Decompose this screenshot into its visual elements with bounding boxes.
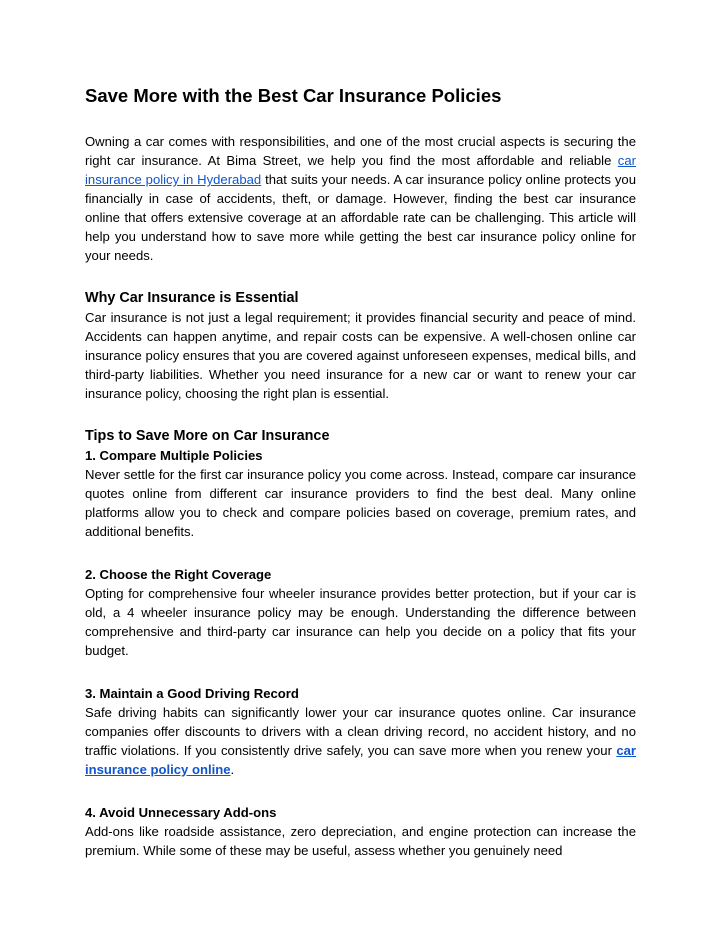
tip-body: Never settle for the first car insurance policy you come across. Instead, compare car insurance quotes online from different car insurance providers to find the best deal. Many online platforms allow you to check and compare policies based on coverage, premium rates, and additional benefits. xyxy=(85,467,636,539)
why-heading: Why Car Insurance is Essential xyxy=(85,290,299,306)
tip-body: Opting for comprehensive four wheeler insurance provides better protection, but if your car is old, a 4 wheeler insurance policy may be enough. Understanding the difference between comprehensive and third-party car insurance can help you decide on a policy that fits your budget. xyxy=(85,586,636,658)
tips-heading: Tips to Save More on Car Insurance xyxy=(85,428,330,444)
tip-title: 2. Choose the Right Coverage xyxy=(85,567,272,582)
tip-title: 3. Maintain a Good Driving Record xyxy=(85,686,299,701)
tip-compare-policies xyxy=(85,446,636,541)
intro-text-start: Owning a car comes with responsibilities, and one of the most crucial aspects is securing the right car insurance. At Bima Street, we help you find the most affordable and reliable xyxy=(85,134,636,168)
tip-right-coverage xyxy=(85,565,636,660)
tip-title: 4. Avoid Unnecessary Add-ons xyxy=(85,805,277,820)
tip-avoid-addons xyxy=(85,803,636,860)
tip-body: Add-ons like roadside assistance, zero depreciation, and engine protection can increase the premium. While some of these may be useful, assess whether you genuinely need xyxy=(85,824,636,858)
tip-title: 1. Compare Multiple Policies xyxy=(85,448,263,463)
intro-paragraph xyxy=(85,132,636,265)
policy-online-link[interactable]: car insurance policy online xyxy=(85,743,636,777)
tip-body xyxy=(85,703,636,779)
tip-text-start: Safe driving habits can significantly lower your car insurance quotes online. Car insurance companies offer discounts to drivers with a clean driving record, no accident history, and no traffic violations. If you consistently drive safely, you can save more when you renew your xyxy=(85,705,636,758)
tip-driving-record xyxy=(85,684,636,779)
why-paragraph: Car insurance is not just a legal requirement; it provides financial security and peace of mind. Accidents can happen anytime, and repair costs can be expensive. A well-chosen online car insurance policy ensures that you are covered against unforeseen expenses, medical bills, and third-party liabilities. Whether you need insurance for a new car or want to renew your car insurance policy, choosing the right plan is essential. xyxy=(85,310,636,401)
tip-text-end: . xyxy=(230,762,235,777)
document-title: Save More with the Best Car Insurance Policies xyxy=(85,85,502,106)
hyderabad-policy-link[interactable]: car insurance policy in Hyderabad xyxy=(85,153,636,187)
intro-text-end: that suits your needs. A car insurance policy online protects you financially in case of accidents, theft, or damage. However, finding the best car insurance online that offers extensive coverage at an affordable rate can be challenging. This article will help you understand how to save more while getting the best car insurance policy online for your needs. xyxy=(85,172,636,263)
